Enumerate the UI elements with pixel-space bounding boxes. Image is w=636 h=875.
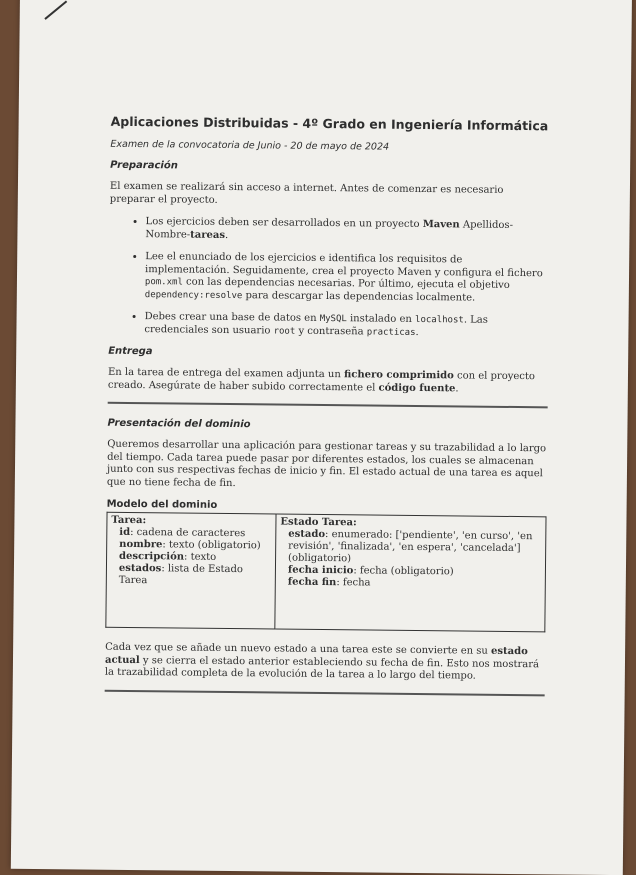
preparacion-intro: El examen se realizará sin acceso a internet. Antes de comenzar es necesario preparar el proyecto. bbox=[109, 180, 504, 206]
field-row: estado: enumerado: ['pendiente', 'en curso', 'en revisión', 'finalizada', 'en espera', 'cancelada'] (obligatorio) bbox=[288, 528, 533, 565]
entity-name: Estado Tarea: bbox=[280, 516, 357, 529]
section-divider bbox=[108, 402, 548, 409]
entrega-text: En la tarea de entrega del examen adjunta un fichero comprimido con el proyecto creado. Asegúrate de haber subido correctamente el código fuente. bbox=[107, 366, 536, 394]
list-item: • Los ejercicios deben ser desarrollados en un proyecto Maven Apellidos-Nombre-tareas. bbox=[145, 216, 549, 245]
model-heading: Modelo del dominio bbox=[106, 498, 218, 511]
paper-sheet bbox=[11, 0, 632, 875]
section-heading-preparacion: Preparación bbox=[110, 159, 178, 172]
field-row: fecha fin: fecha bbox=[287, 576, 371, 589]
field-row: id: cadena de caracteres bbox=[119, 526, 246, 540]
document-subtitle: Examen de la convocatoria de Junio - 20 de mayo de 2024 bbox=[110, 138, 390, 153]
field-row: descripción: texto bbox=[119, 550, 217, 563]
field-row: fecha inicio: fecha (obligatorio) bbox=[287, 564, 454, 578]
entity-tarea bbox=[106, 512, 276, 629]
section-heading-dominio: Presentación del dominio bbox=[107, 417, 251, 431]
section-heading-entrega: Entrega bbox=[108, 345, 153, 358]
entity-estado-tarea bbox=[275, 514, 546, 632]
pen-mark bbox=[44, 1, 67, 20]
list-item: • Debes crear una base de datos en MySQL instalado en localhost. Las credenciales son usuario root y contraseña practicas. bbox=[144, 311, 548, 340]
section-divider bbox=[105, 689, 545, 696]
field-row: estados: lista de Estado Tarea bbox=[118, 562, 243, 587]
field-row: nombre: texto (obligatorio) bbox=[119, 538, 261, 552]
domain-model-table bbox=[105, 512, 546, 633]
entity-name: Tarea: bbox=[111, 514, 147, 527]
document-content bbox=[105, 114, 551, 710]
final-text: Cada vez que se añade un nuevo estado a una tarea este se convierte en su estado actual y se cierra el estado anterior estableciendo su fecha de fin. Esto nos mostrará la trazabilidad completa de la evolución de la tarea a lo largo del tiempo. bbox=[104, 641, 540, 682]
document-title: Aplicaciones Distribuidas - 4º Grado en Ingeniería Informática bbox=[110, 113, 549, 134]
preparacion-list bbox=[108, 216, 549, 341]
list-item: • Lee el enunciado de los ejercicios e identifica los requisitos de implementación. Seguidamente, crea el proyecto Maven y configura el fichero pom.xml con las dependencias necesarias. Por último, ejecuta el objetivo dependency:resolve para descargar las dependencias localmente. bbox=[145, 251, 550, 305]
dominio-text: Queremos desarrollar una aplicación para gestionar tareas y su trazabilidad a lo largo del tiempo. Cada tarea puede pasar por diferentes estados, los cuales se almacenan junto con sus respectivas fechas de inicio y fin. El estado actual de una tarea es aquel que no tiene fecha de fin. bbox=[106, 438, 547, 489]
